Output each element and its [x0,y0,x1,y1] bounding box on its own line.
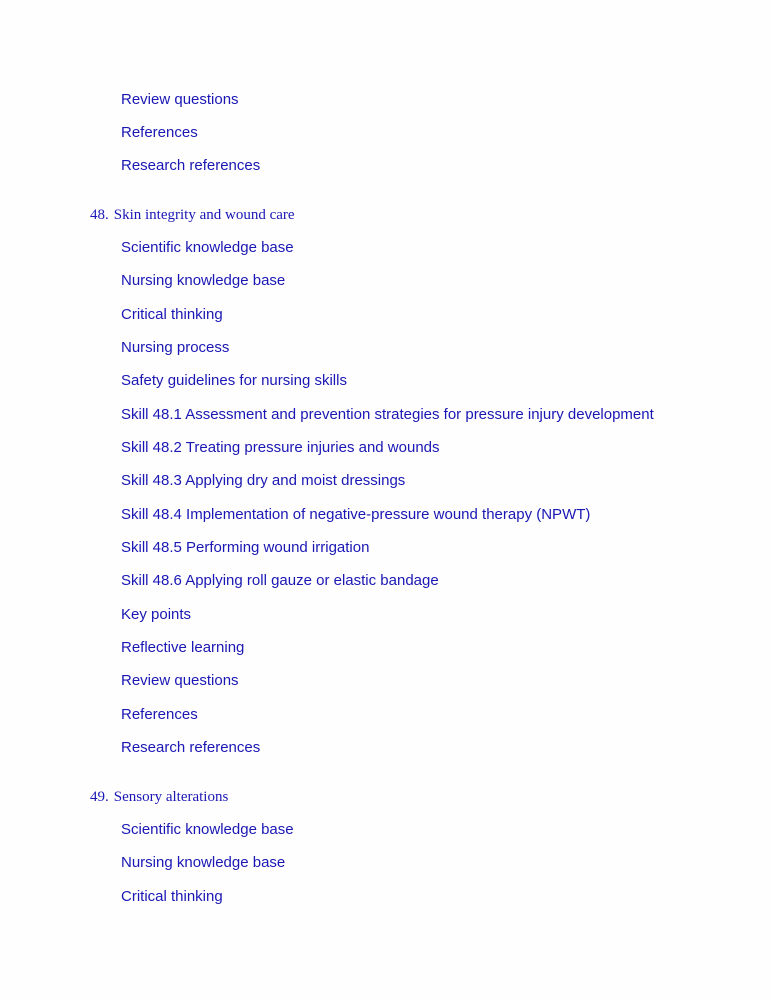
toc-link[interactable]: Nursing process [121,339,230,356]
toc-link[interactable]: Key points [121,606,192,623]
toc-link-skill[interactable]: Skill 48.6 Applying roll gauze or elastic bandage [121,572,439,589]
chapter-48-heading[interactable] [90,205,295,225]
chapter-number: 48. [90,207,109,223]
toc-link[interactable]: Nursing knowledge base [121,272,286,289]
toc-link-references[interactable]: References [121,124,198,141]
toc-link[interactable]: Research references [121,739,261,756]
toc-link[interactable]: Nursing knowledge base [121,854,286,871]
toc-link[interactable]: Safety guidelines for nursing skills [121,372,347,389]
toc-link[interactable]: Critical thinking [121,888,223,905]
toc-link-skill[interactable]: Skill 48.3 Applying dry and moist dressings [121,472,406,489]
toc-link[interactable]: Scientific knowledge base [121,821,294,838]
chapter-title: Skin integrity and wound care [113,207,295,223]
toc-link-research-references[interactable]: Research references [121,157,261,174]
toc-link[interactable]: Review questions [121,672,239,689]
chapter-49-heading[interactable] [90,787,228,807]
toc-link[interactable]: Critical thinking [121,306,223,323]
toc-link-review-questions[interactable]: Review questions [121,91,239,108]
toc-link-skill[interactable]: Skill 48.4 Implementation of negative-pressure wound therapy (NPWT) [121,506,591,523]
toc-link[interactable]: References [121,706,198,723]
toc-link-skill[interactable]: Skill 48.5 Performing wound irrigation [121,539,370,556]
toc-link[interactable]: Scientific knowledge base [121,239,294,256]
toc-link-skill[interactable]: Skill 48.2 Treating pressure injuries and wounds [121,439,440,456]
toc-link-skill[interactable]: Skill 48.1 Assessment and prevention strategies for pressure injury development [121,406,654,423]
chapter-title: Sensory alterations [113,789,229,805]
toc-link[interactable]: Reflective learning [121,639,245,656]
chapter-number: 49. [90,789,109,805]
